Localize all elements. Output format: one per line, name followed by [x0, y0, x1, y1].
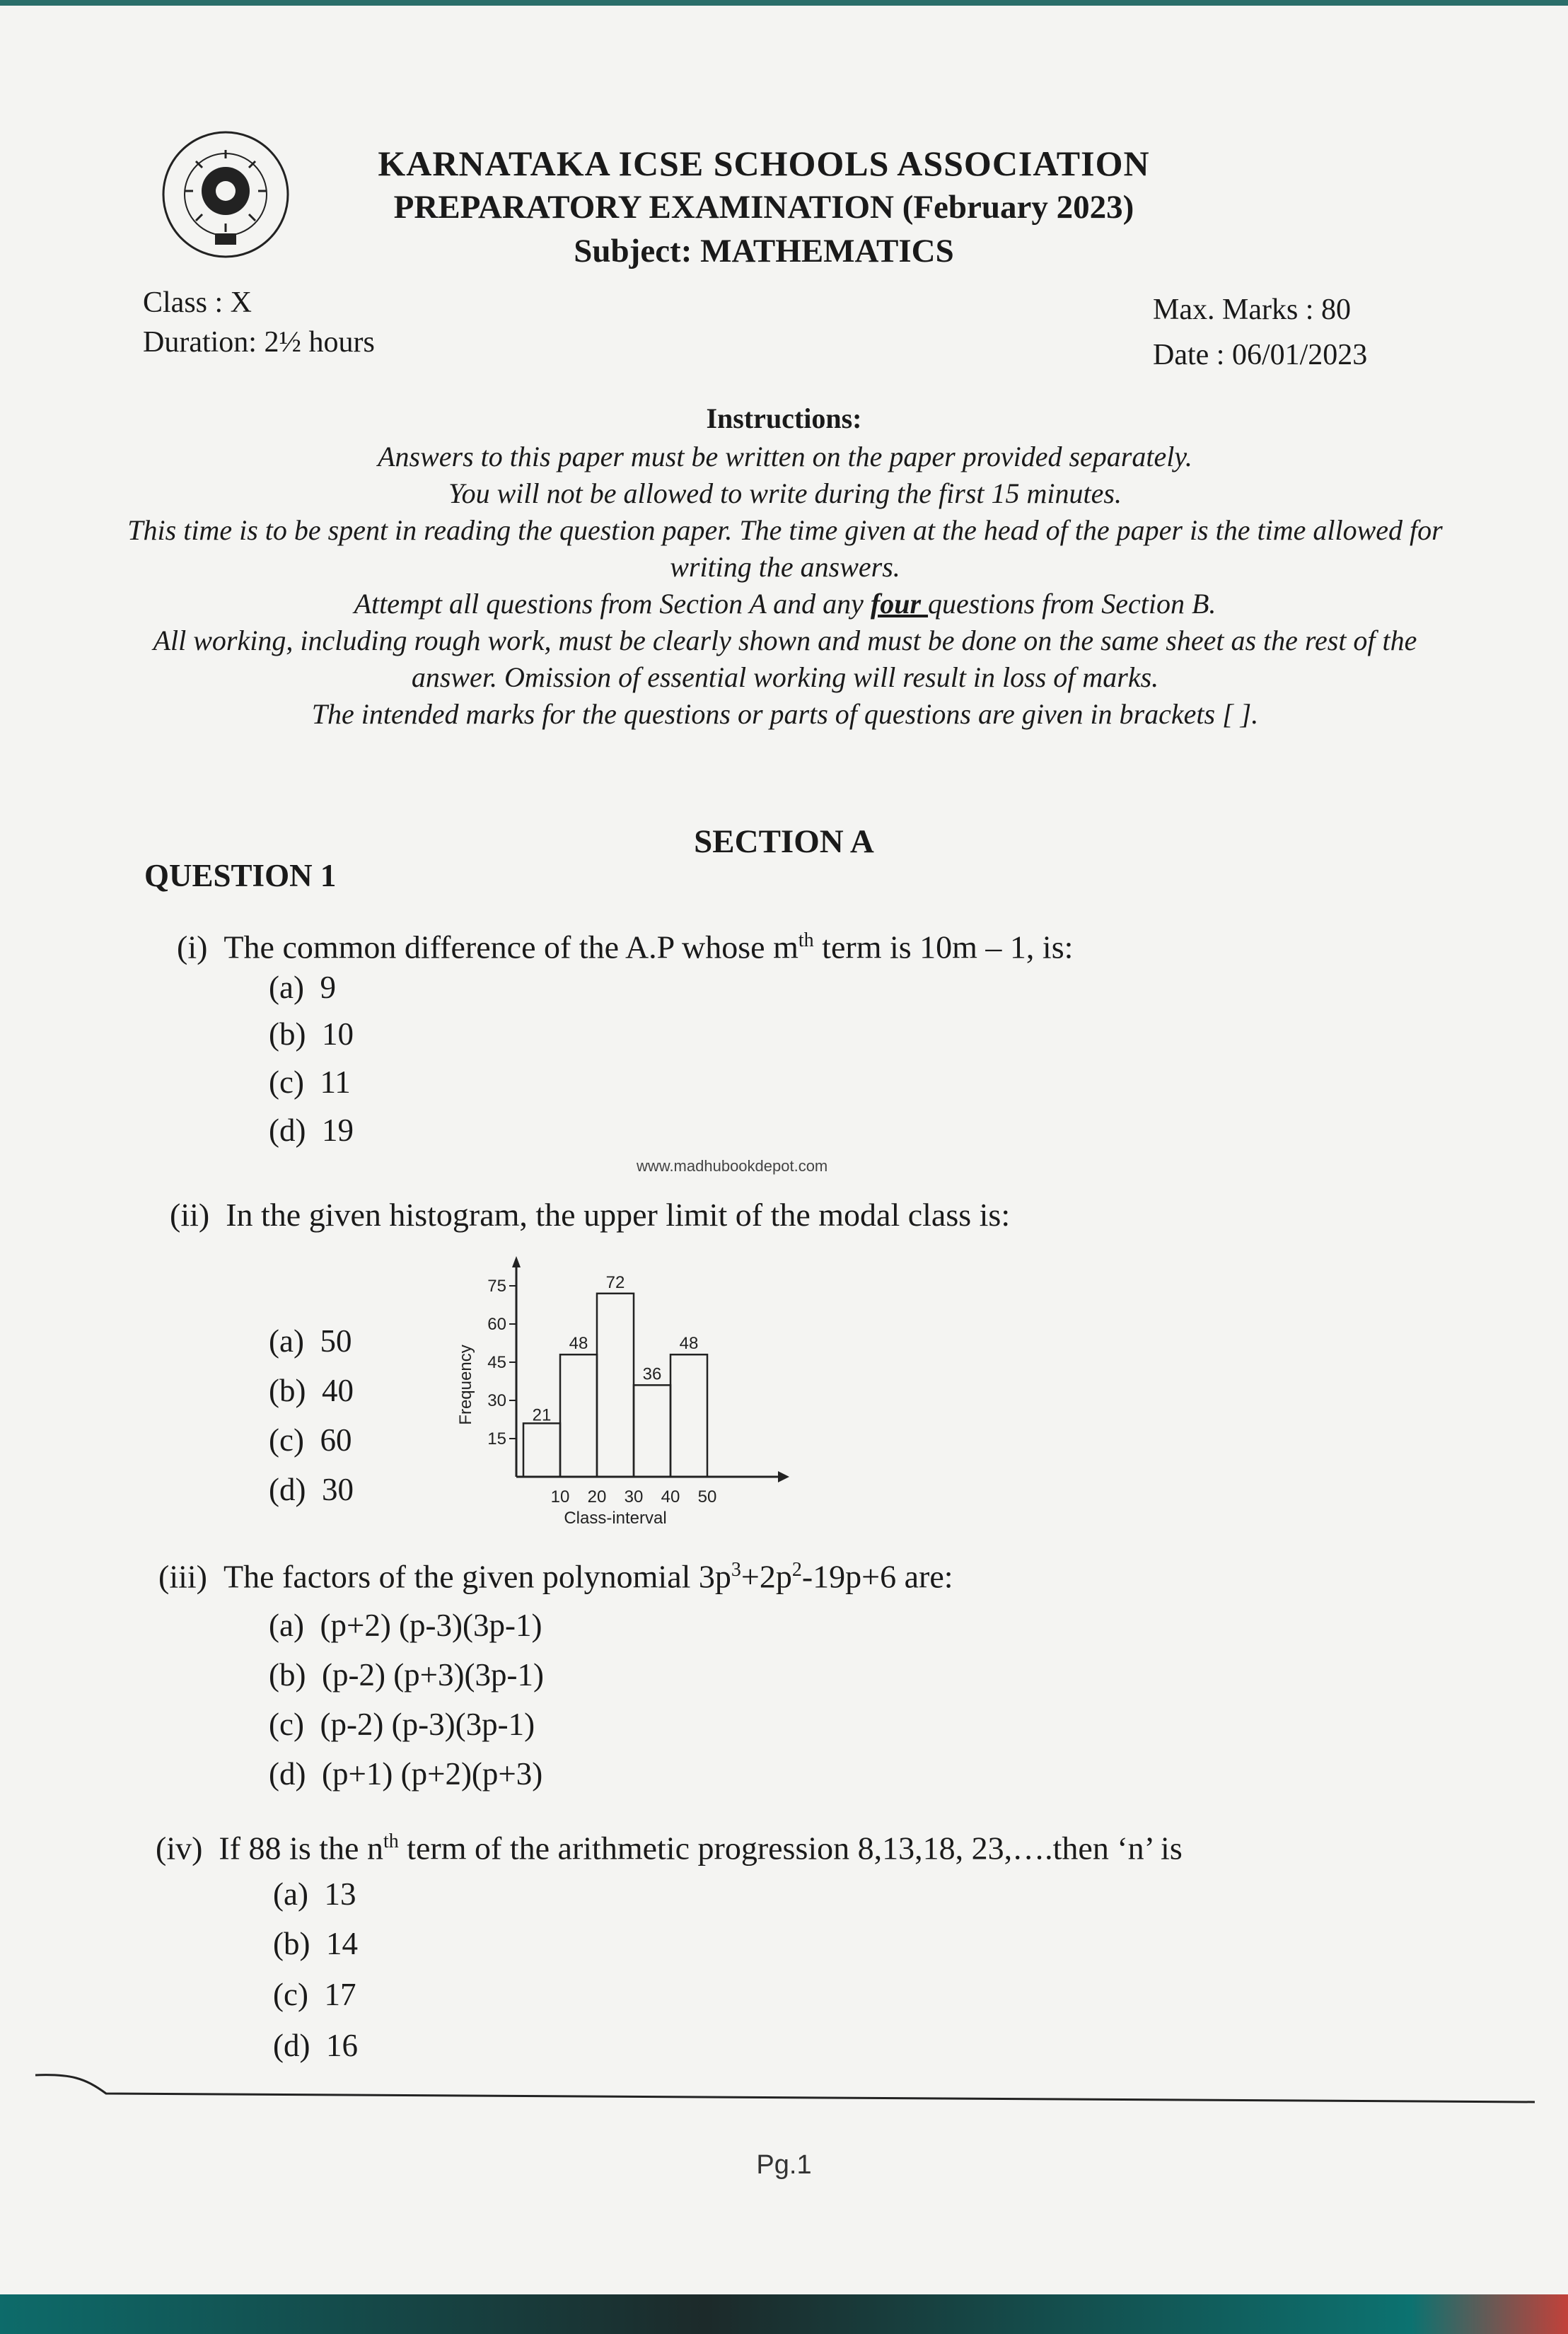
histogram-bar — [560, 1354, 597, 1477]
y-tick-label: 15 — [487, 1429, 506, 1448]
y-tick-label: 75 — [487, 1277, 506, 1296]
subject-title: Subject: MATHEMATICS — [574, 233, 954, 269]
max-marks-label: Max. Marks : 80 — [1153, 294, 1351, 326]
option-ii-d: (d) 30 — [269, 1472, 354, 1507]
histogram-bar — [523, 1423, 560, 1477]
bar-value-label: 48 — [569, 1334, 588, 1354]
histogram-bar — [634, 1385, 670, 1477]
option-i-a: (a) 9 — [269, 970, 336, 1005]
association-logo — [158, 127, 293, 262]
question-i: (i) The common difference of the A.P whose $m^{th}$ term is 10m – 1, is: — [177, 929, 1074, 965]
x-axis-label: Class-interval — [564, 1509, 667, 1528]
instruction-line: You will not be allowed to write during the first 15 minutes. — [448, 477, 1122, 509]
option-ii-c: (c) 60 — [269, 1422, 352, 1458]
association-title: KARNATAKA ICSE SCHOOLS ASSOCIATION — [378, 144, 1150, 183]
option-ii-b: (b) 40 — [269, 1373, 354, 1408]
section-heading: SECTION A — [694, 823, 874, 860]
bar-value-label: 72 — [605, 1272, 625, 1292]
exam-title: PREPARATORY EXAMINATION (February 2023) — [393, 189, 1134, 226]
option-i-b: (b) 10 — [269, 1016, 354, 1052]
class-label: Class : X — [143, 286, 252, 319]
bar-value-label: 21 — [532, 1405, 552, 1425]
histogram-bar — [597, 1294, 634, 1477]
option-iii-b: (b) (p-2) (p+3)(3p-1) — [269, 1657, 544, 1693]
date-label: Date : 06/01/2023 — [1153, 339, 1368, 371]
x-tick-label: 10 — [550, 1487, 570, 1506]
question-ii: (ii) In the given histogram, the upper limit of the modal class is: — [170, 1197, 1011, 1233]
exam-header — [311, 141, 1216, 273]
option-iii-c: (c) (p-2) (p-3)(3p-1) — [269, 1707, 535, 1742]
option-i-d: (d) 19 — [269, 1113, 354, 1148]
x-tick-label: 50 — [697, 1487, 717, 1506]
instruction-line: The intended marks for the questions or parts of questions are given in brackets [ ]. — [311, 698, 1259, 730]
instructions-block — [127, 439, 1443, 733]
watermark-url: www.madhubookdepot.com — [637, 1157, 828, 1175]
x-tick-label: 30 — [624, 1487, 644, 1506]
y-tick-label: 60 — [487, 1315, 506, 1334]
option-iii-d: (d) (p+1) (p+2)(p+3) — [269, 1756, 543, 1792]
y-tick-label: 45 — [487, 1353, 506, 1372]
x-tick-label: 20 — [587, 1487, 607, 1506]
question-iv: (iv) If 88 is the $n^{th}$ term of the arithmetic progression 8,13,18, 23,….then ‘n’ is — [156, 1830, 1183, 1866]
page-number: Pg.1 — [756, 2150, 812, 2180]
bottom-edge-band — [0, 2294, 1568, 2334]
option-iv-d: (d) 16 — [273, 2028, 358, 2063]
option-iii-a: (a) (p+2) (p-3)(3p-1) — [269, 1608, 542, 1643]
instructions-title: Instructions: — [706, 402, 862, 434]
y-axis-arrow — [512, 1256, 521, 1267]
instruction-line: Attempt all questions from Section A and any four questions from Section B. — [354, 588, 1216, 620]
histogram-chart — [453, 1250, 792, 1548]
question-iii: (iii) The factors of the given polynomial $3p^3+2p^2-19p+6$ are: — [158, 1558, 953, 1595]
footer-rule — [28, 2065, 1542, 2143]
option-iv-a: (a) 13 — [273, 1876, 356, 1912]
y-tick-label: 30 — [487, 1391, 506, 1410]
y-axis-label: Frequency — [456, 1345, 475, 1425]
option-iv-c: (c) 17 — [273, 1977, 356, 2012]
histogram-bar — [670, 1354, 707, 1477]
option-i-c: (c) 11 — [269, 1064, 351, 1100]
question-heading: QUESTION 1 — [144, 858, 337, 893]
option-ii-a: (a) 50 — [269, 1323, 352, 1359]
instruction-line: All working, including rough work, must be clearly shown and must be done on the same sheet as the rest of the answer. Omission of essential working will result in loss of marks. — [153, 625, 1417, 693]
duration-label: Duration: 2½ hours — [143, 326, 375, 359]
instruction-line: Answers to this paper must be written on the paper provided separately. — [378, 441, 1192, 472]
x-tick-label: 40 — [661, 1487, 680, 1506]
bar-value-label: 36 — [642, 1364, 662, 1384]
option-iv-b: (b) 14 — [273, 1926, 358, 1961]
four-emphasis: four — [870, 588, 929, 620]
x-axis-arrow — [778, 1471, 789, 1482]
bar-value-label: 48 — [679, 1334, 699, 1354]
instruction-line: This time is to be spent in reading the question paper. The time given at the head of the paper is the time allowed for writing the answers. — [127, 514, 1443, 583]
top-edge-band — [0, 0, 1568, 6]
